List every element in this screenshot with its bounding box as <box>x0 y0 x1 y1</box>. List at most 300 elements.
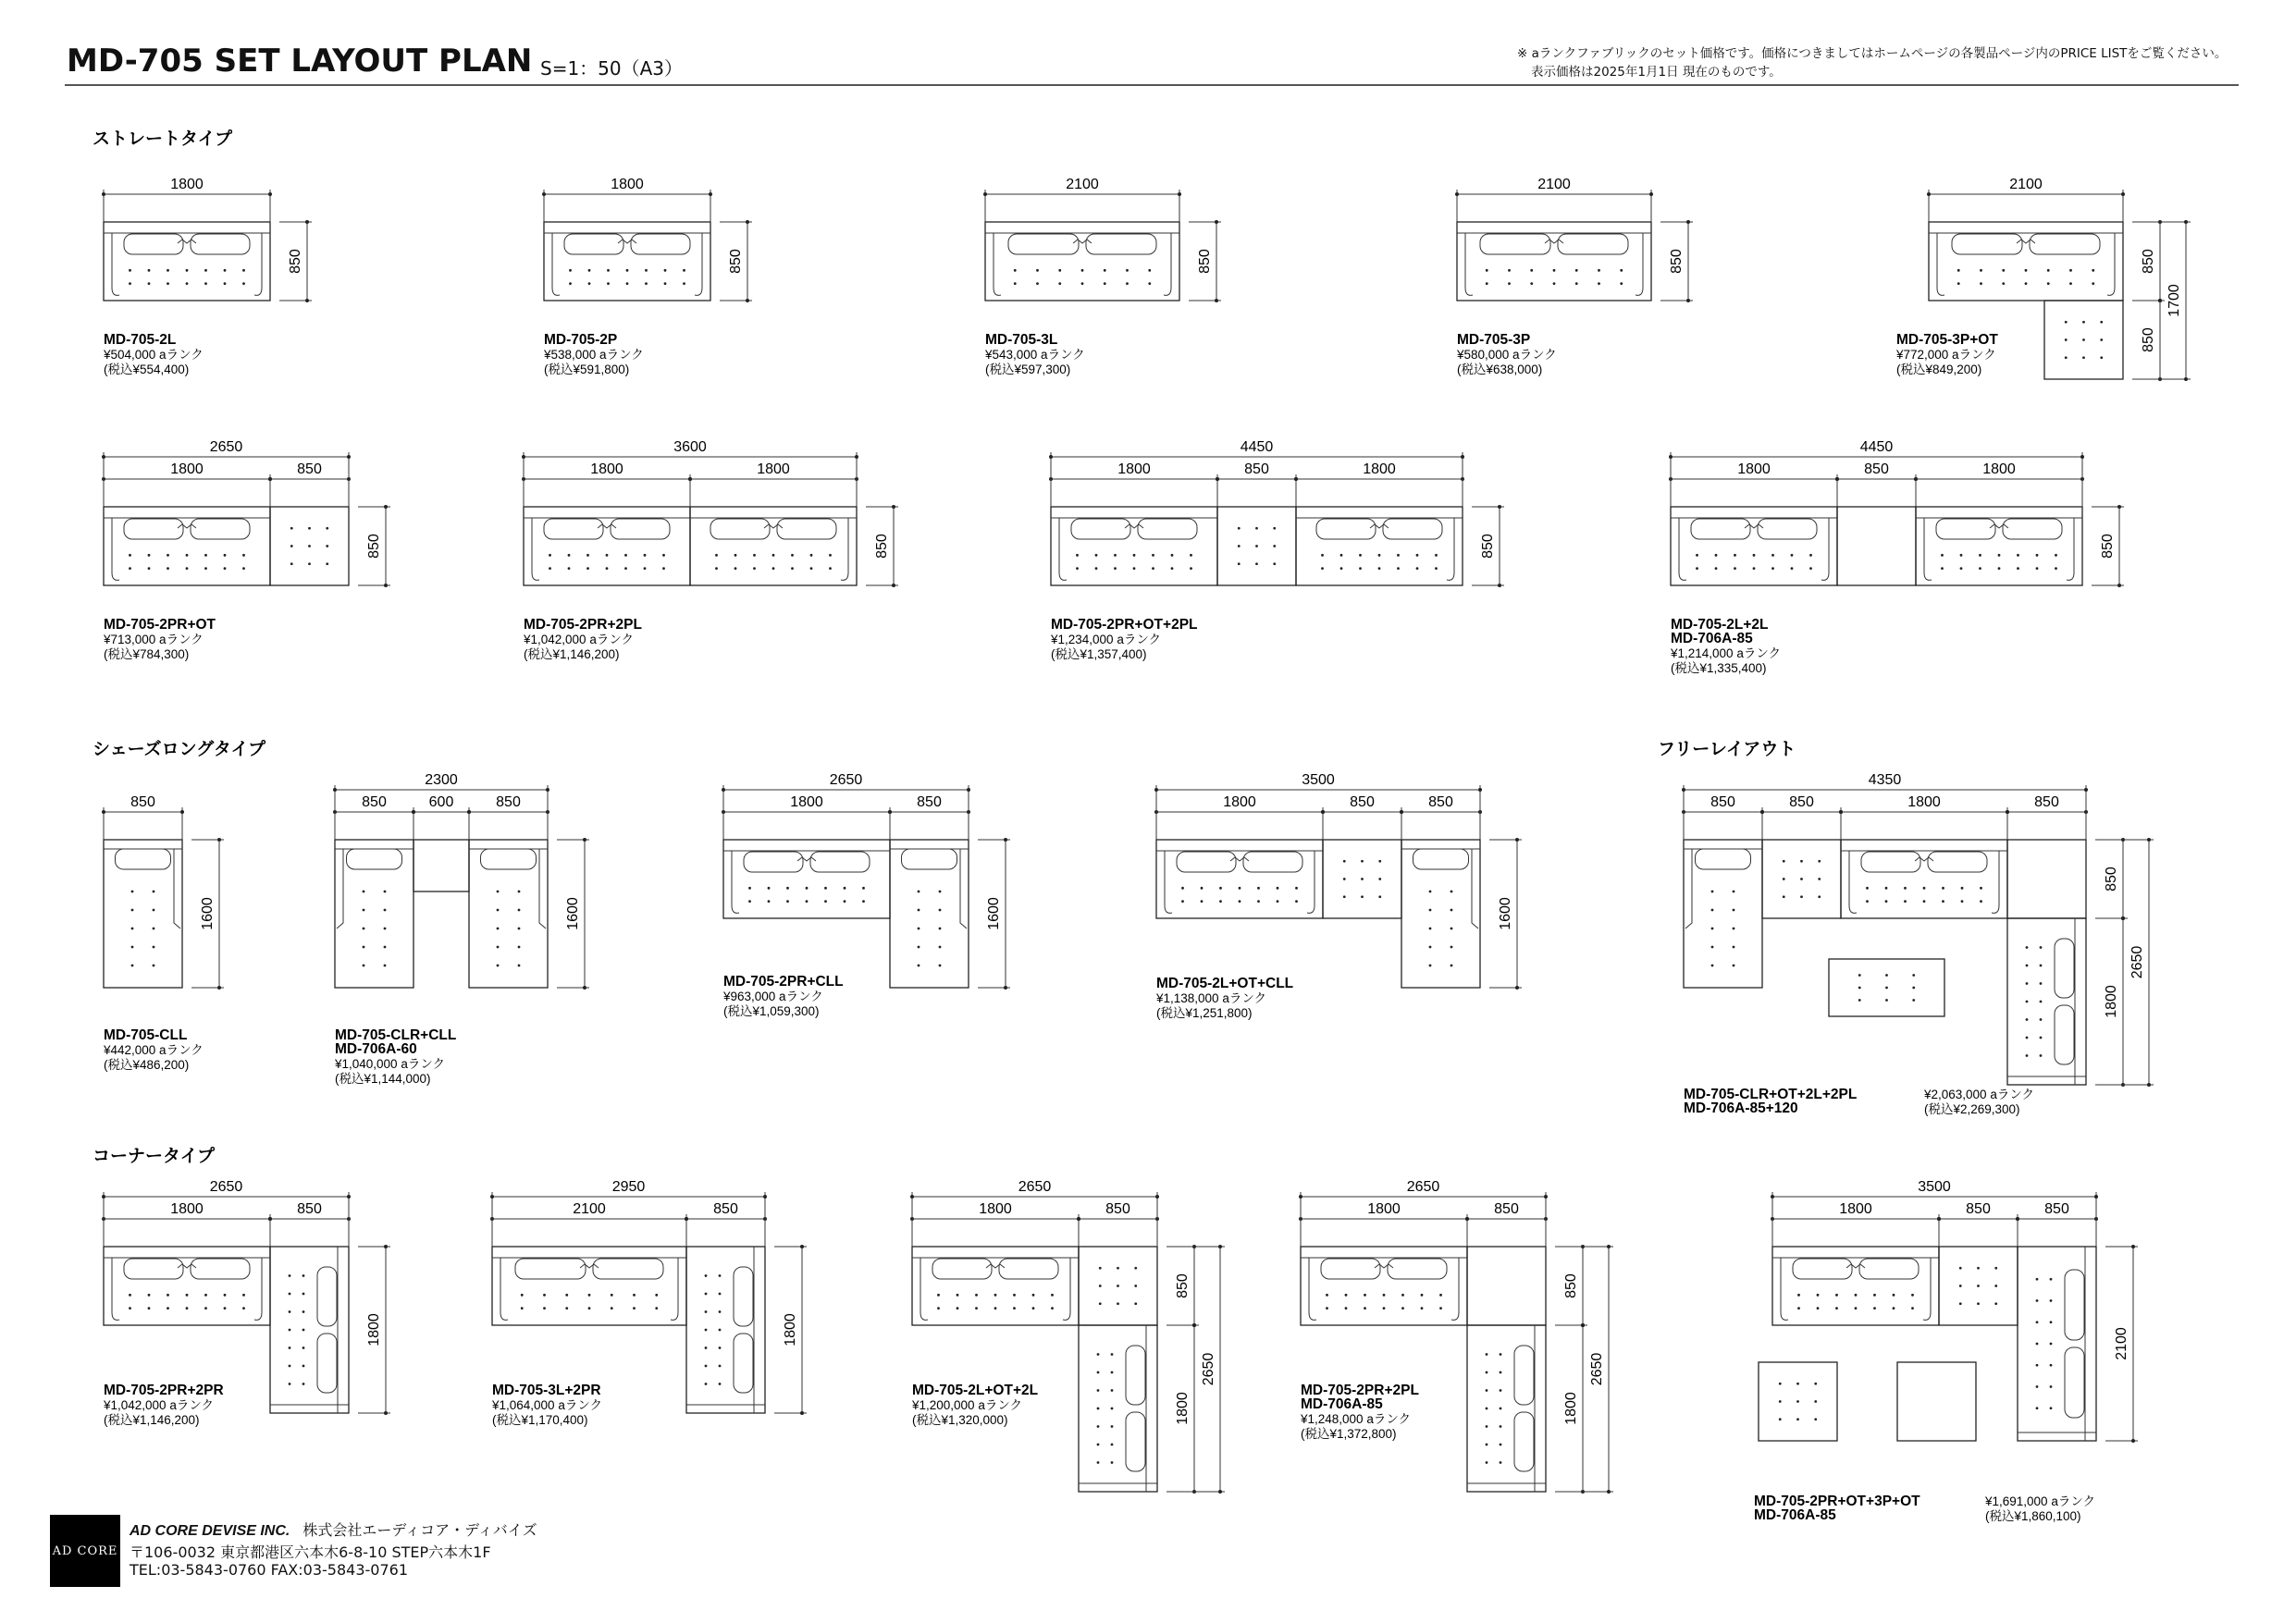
back-cushion <box>1691 519 1750 539</box>
dim-right-0-tick <box>384 505 388 509</box>
tufting-dot <box>1800 878 1803 880</box>
dim-total-0-tick <box>102 1195 105 1199</box>
tufting-dot <box>131 891 134 893</box>
tufting-dot <box>1923 887 1926 890</box>
sofa-module <box>524 507 690 585</box>
tufting-dot <box>957 1307 959 1309</box>
tufting-dot <box>2065 338 2068 341</box>
company-name: AD CORE DEVISE INC. 株式会社エーディコア・ディバイズ <box>130 1521 537 1539</box>
tufting-dot <box>186 282 189 285</box>
sofa-arm-left <box>1465 233 1473 295</box>
sofa-arm-left <box>552 233 560 295</box>
tufting-dot <box>588 269 591 272</box>
tufting-dot <box>290 545 293 547</box>
tufting-dot <box>1032 1294 1035 1297</box>
tufting-dot <box>753 554 756 557</box>
tufting-dot <box>1486 1371 1488 1374</box>
tufting-dot <box>806 887 809 890</box>
tufting-dot <box>1817 1294 1820 1297</box>
tufting-dot <box>326 562 328 565</box>
dim-top-1-tick <box>685 1217 688 1221</box>
dim-right-0-tick <box>1215 220 1218 224</box>
tufting-dot <box>705 1346 708 1349</box>
back-cushion <box>744 852 803 872</box>
tufting-dot <box>1873 1294 1876 1297</box>
tufting-dot <box>1957 282 1960 285</box>
tufting-dot <box>129 1307 131 1309</box>
tufting-dot <box>734 567 737 570</box>
dim-right-0-tick <box>2117 584 2121 587</box>
tufting-dot <box>1835 1307 1838 1309</box>
tufting-dot <box>2047 282 2050 285</box>
sofa-module <box>985 222 1179 301</box>
dim-top-0-tick <box>1649 192 1653 196</box>
back-cushion <box>1321 1259 1380 1279</box>
tufting-dot <box>1111 1353 1114 1356</box>
price: ¥1,214,000 aランク <box>1671 646 1782 660</box>
tufting-dot <box>1800 860 1803 863</box>
tufting-dot <box>1711 909 1714 912</box>
tufting-dot <box>655 1307 658 1309</box>
tufting-dot <box>1994 1267 1997 1270</box>
tufting-dot <box>1486 282 1488 285</box>
sofa-arm-right <box>1923 1258 1931 1320</box>
dim-right-0-tick <box>305 299 309 302</box>
tufting-dot <box>2036 567 2039 570</box>
dim-right-0-tick <box>1515 838 1519 842</box>
tufting-dot <box>1809 567 1812 570</box>
back-cushion <box>1952 234 2022 254</box>
tufting-dot <box>1295 887 1298 890</box>
sofa-arm-right <box>841 518 848 580</box>
tufting-dot <box>1429 965 1432 967</box>
dim-top-0-label: 1800 <box>1223 794 1256 810</box>
tufting-dot <box>645 269 648 272</box>
tufting-dot <box>302 1274 305 1277</box>
tufting-dot <box>1076 554 1079 557</box>
tufting-dot <box>1796 1418 1799 1420</box>
tufting-dot <box>1273 545 1276 547</box>
tufting-dot <box>1486 1461 1488 1464</box>
dim-top-2-label: 850 <box>1428 794 1453 810</box>
sofa-module <box>1929 222 2123 301</box>
dim-top-0-tick <box>1178 192 1181 196</box>
tufting-dot <box>167 554 169 557</box>
tufting-dot <box>705 1310 708 1313</box>
price: ¥1,042,000 aランク <box>104 1398 215 1412</box>
price: ¥772,000 aランク <box>1896 348 1996 362</box>
tufting-dot <box>384 965 387 967</box>
tufting-dot <box>2050 1278 2053 1281</box>
tufting-dot <box>994 1307 997 1309</box>
tufting-dot <box>1439 1294 1442 1297</box>
tufting-dot <box>289 1383 291 1385</box>
tufting-dot <box>1104 269 1106 272</box>
back-cushion <box>1177 852 1236 872</box>
tufting-dot <box>719 1365 722 1368</box>
tufting-dot <box>1378 895 1381 898</box>
dim-right-1-label: 1800 <box>2104 985 2119 1018</box>
sofa-module-vertical <box>2007 918 2086 1085</box>
model-code: MD-705-CLR+OT+2L+2PL <box>1684 1087 1858 1102</box>
tufting-dot <box>1148 282 1151 285</box>
dim-top-1-tick <box>268 1217 272 1221</box>
dim-total-0-tick <box>722 788 725 792</box>
price: ¥1,691,000 aランク <box>1985 1494 2096 1508</box>
tufting-dot <box>1575 282 1578 285</box>
tufting-dot <box>326 545 328 547</box>
tufting-dot <box>1771 554 1774 557</box>
cushion-tie <box>1745 524 1763 528</box>
tufting-dot <box>1961 887 1964 890</box>
tufting-dot <box>2017 554 2019 557</box>
back-cushion <box>1008 234 1079 254</box>
dim-right-0-label: 850 <box>1480 534 1496 559</box>
dim-depth-0-tick <box>2147 838 2151 842</box>
cushion-tie <box>1375 1264 1393 1268</box>
price-tax-included: (税込¥1,335,400) <box>1671 661 1767 675</box>
tufting-dot <box>1171 567 1174 570</box>
tufting-dot <box>1904 887 1907 890</box>
tufting-dot <box>1500 1353 1502 1356</box>
tufting-dot <box>1111 1444 1114 1446</box>
model-code: MD-705-2L+2L <box>1671 617 1769 633</box>
tufting-dot <box>1977 1302 1980 1305</box>
tufting-dot <box>521 1307 524 1309</box>
tufting-dot <box>1097 1389 1100 1392</box>
back-cushion <box>810 852 870 872</box>
layout-i16 <box>490 1179 807 1427</box>
tufting-dot <box>683 269 685 272</box>
tufting-dot <box>2092 269 2094 272</box>
tufting-dot <box>1104 282 1106 285</box>
tufting-dot <box>2100 356 2103 359</box>
dim-right-0-label: 850 <box>1669 249 1685 274</box>
tufting-dot <box>1783 860 1785 863</box>
tufting-dot <box>1111 1389 1114 1392</box>
cushion-tie <box>1545 240 1563 243</box>
sofa-arm-left <box>112 518 119 580</box>
tufting-dot <box>1791 567 1794 570</box>
tufting-dot <box>1435 554 1438 557</box>
dim-right-0-tick <box>2117 505 2121 509</box>
tufting-dot <box>957 1294 959 1297</box>
tufting-dot <box>1500 1461 1502 1464</box>
tufting-dot <box>715 554 718 557</box>
tufting-dot <box>1783 878 1785 880</box>
back-cushion <box>1859 1259 1919 1279</box>
sofa-module <box>1051 507 1217 585</box>
back-cushion <box>1243 852 1302 872</box>
dim-top-2-label: 850 <box>496 794 521 810</box>
tufting-dot <box>1239 900 1241 903</box>
cushion-tie <box>2017 240 2035 243</box>
dim-total-0-label: 4450 <box>1859 439 1894 455</box>
price: ¥1,042,000 aランク <box>524 633 635 646</box>
tufting-dot <box>204 554 207 557</box>
dim-top-0-tick <box>180 810 184 814</box>
tufting-dot <box>308 562 311 565</box>
layout-i12 <box>722 772 1010 1018</box>
dim-right-0-tick <box>384 1411 388 1415</box>
back-cushion <box>1514 1346 1534 1405</box>
tufting-dot <box>626 282 629 285</box>
dim-right-0-label: 850 <box>1197 249 1213 274</box>
tufting-dot <box>1429 891 1432 893</box>
cushion-tie <box>1125 524 1143 528</box>
back-cushion <box>124 1259 183 1279</box>
dim-top-0-tick <box>1455 192 1459 196</box>
dim-right-0-tick <box>583 986 586 990</box>
tufting-dot <box>1239 887 1241 890</box>
dim-right-0-label: 850 <box>2141 249 2156 274</box>
chaise-arm <box>337 849 343 928</box>
tufting-dot <box>1058 282 1061 285</box>
tufting-dot <box>753 567 756 570</box>
tufting-dot <box>131 965 134 967</box>
tufting-dot <box>549 567 551 570</box>
cushion-tie <box>986 1264 1005 1268</box>
tufting-dot <box>518 891 521 893</box>
tufting-dot <box>568 554 571 557</box>
tufting-dot <box>2036 1278 2039 1281</box>
dim-right-0-label: 850 <box>2104 867 2119 891</box>
dim-depth-0-label: 2650 <box>1589 1352 1605 1386</box>
sofa-module-vertical <box>686 1247 765 1413</box>
tufting-dot <box>1435 567 1438 570</box>
tufting-dot <box>1097 1371 1100 1374</box>
tufting-dot <box>1855 1307 1858 1309</box>
tufting-dot <box>719 1274 722 1277</box>
dim-right-0-tick <box>2131 1245 2135 1248</box>
dim-right-0-label: 850 <box>874 534 890 559</box>
dim-top-2-tick <box>1839 810 1843 814</box>
dim-total-0-label: 2950 <box>611 1179 646 1195</box>
tufting-dot <box>1321 567 1324 570</box>
back-cushion <box>317 1267 337 1326</box>
dim-total-0-tick <box>1461 455 1464 459</box>
tufting-dot <box>939 928 942 930</box>
price-tax-included: (税込¥1,251,800) <box>1156 1006 1253 1020</box>
tufting-dot <box>2036 554 2039 557</box>
tufting-dot <box>1450 909 1453 912</box>
tufting-dot <box>2092 282 2094 285</box>
sofa-module <box>723 840 890 918</box>
dim-top-1-tick <box>888 810 892 814</box>
tufting-dot <box>1486 269 1488 272</box>
tufting-dot <box>2069 282 2072 285</box>
tufting-dot <box>167 269 169 272</box>
tufting-dot <box>2040 1001 2043 1003</box>
tufting-dot <box>1295 900 1298 903</box>
tufting-dot <box>1733 946 1735 949</box>
tufting-dot <box>2050 1299 2053 1302</box>
layout-i17 <box>910 1179 1225 1494</box>
tufting-dot <box>153 965 155 967</box>
dim-top-0-label: 850 <box>1710 794 1735 810</box>
dim-top-1-tick <box>1835 477 1839 481</box>
model-code: MD-705-2PR+CLL <box>723 974 844 990</box>
tufting-dot <box>1378 860 1381 863</box>
tufting-dot <box>1979 554 1981 557</box>
price: ¥1,200,000 aランク <box>912 1398 1023 1412</box>
company-tel: TEL:03-5843-0760 FAX:03-5843-0761 <box>130 1561 408 1579</box>
tufting-dot <box>937 1294 940 1297</box>
sofa-arm-right <box>671 1258 678 1320</box>
tufting-dot <box>1911 1307 1914 1309</box>
tufting-dot <box>1980 282 1982 285</box>
tufting-dot <box>1133 554 1136 557</box>
tufting-dot <box>1711 928 1714 930</box>
dim-top-1-label: 850 <box>297 461 322 477</box>
dim-top-1-label: 850 <box>1244 461 1269 477</box>
dim-top-0-label: 1800 <box>790 794 823 810</box>
tufting-dot <box>1099 1302 1102 1305</box>
tufting-dot <box>1383 1307 1386 1309</box>
sofa-arm-right <box>1307 851 1315 913</box>
dim-total-0-tick <box>347 455 351 459</box>
tufting-dot <box>844 887 846 890</box>
tufting-dot <box>748 900 751 903</box>
dim-top-0-label: 1800 <box>170 1201 204 1217</box>
back-cushion <box>1793 1259 1852 1279</box>
back-cushion <box>515 1259 586 1279</box>
tufting-dot <box>1771 567 1774 570</box>
dim-depth-0-tick <box>2147 1083 2151 1087</box>
back-cushion <box>932 1259 992 1279</box>
dim-total-0-tick <box>910 1195 914 1199</box>
tufting-dot <box>224 282 227 285</box>
tufting-dot <box>1378 554 1381 557</box>
dim-total-0-tick <box>1154 788 1158 792</box>
tufting-dot <box>1753 554 1756 557</box>
tufting-dot <box>1450 928 1453 930</box>
dim-top-0-label: 2100 <box>2009 177 2043 192</box>
tufting-dot <box>1904 900 1907 903</box>
dim-right-0-tick <box>2131 1439 2135 1443</box>
sofa-module-vertical <box>1467 1325 1546 1492</box>
tufting-dot <box>918 928 920 930</box>
dim-top-1-tick <box>688 477 692 481</box>
tufting-dot <box>167 567 169 570</box>
footer <box>50 1515 697 1617</box>
tufting-dot <box>242 282 245 285</box>
chaise-arm <box>960 849 967 928</box>
cushion-tie <box>1846 1264 1865 1268</box>
tufting-dot <box>148 269 151 272</box>
section-title-straight: ストレートタイプ <box>93 129 233 149</box>
tufting-dot <box>586 554 589 557</box>
sofa-module-vertical <box>2018 1247 2096 1441</box>
back-cushion <box>1928 852 1987 872</box>
dim-top-1-tick <box>1216 477 1219 481</box>
tufting-dot <box>862 900 865 903</box>
tufting-dot <box>975 1307 978 1309</box>
tufting-dot <box>2026 946 2029 949</box>
tufting-dot <box>2040 946 2043 949</box>
tufting-dot <box>1190 567 1192 570</box>
tufting-dot <box>2069 269 2072 272</box>
dim-right-0-label: 850 <box>1563 1273 1579 1298</box>
dim-right-0-tick <box>892 584 895 587</box>
tufting-dot <box>2050 1385 2053 1388</box>
tufting-dot <box>1181 887 1184 890</box>
tufting-dot <box>588 1307 591 1309</box>
tufting-dot <box>1797 1294 1800 1297</box>
price: ¥442,000 aランク <box>104 1043 204 1057</box>
dim-right-0-tick <box>800 1411 804 1415</box>
tufting-dot <box>1923 900 1926 903</box>
tufting-dot <box>1711 891 1714 893</box>
tufting-dot <box>1429 946 1432 949</box>
dim-total-0-tick <box>1155 1195 1159 1199</box>
tufting-dot <box>1117 1285 1119 1287</box>
tufting-dot <box>2026 1037 2029 1039</box>
tufting-dot <box>1238 527 1241 530</box>
tufting-dot <box>1553 269 1556 272</box>
price-tax-included: (税込¥597,300) <box>985 363 1071 376</box>
tufting-dot <box>719 1329 722 1332</box>
tufting-dot <box>719 1383 722 1385</box>
dim-right-0-tick <box>1498 584 1501 587</box>
sofa-arm-left <box>112 233 119 295</box>
dim-depth-0-tick <box>1218 1245 1222 1248</box>
tufting-dot <box>2025 269 2028 272</box>
price-tax-included: (税込¥1,146,200) <box>104 1413 200 1427</box>
layout-i11 <box>333 772 589 1086</box>
dim-total-0-label: 2650 <box>209 439 243 455</box>
dim-total-0-label: 3500 <box>1302 772 1335 788</box>
price-tax-included: (税込¥1,357,400) <box>1051 647 1147 661</box>
back-cushion <box>191 1259 250 1279</box>
tufting-dot <box>1081 282 1084 285</box>
tufting-dot <box>289 1346 291 1349</box>
back-cushion <box>631 234 690 254</box>
model-code: MD-705-3L <box>985 332 1058 348</box>
tufting-dot <box>633 1294 636 1297</box>
dim-depth-0-tick <box>2184 220 2188 224</box>
dim-top-1-label: 850 <box>1105 1201 1130 1217</box>
tufting-dot <box>705 1383 708 1385</box>
tufting-dot <box>1994 1302 1997 1305</box>
sofa-arm-right <box>1636 233 1643 295</box>
dim-total-0-tick <box>546 788 549 792</box>
tufting-dot <box>2050 1343 2053 1346</box>
back-cushion <box>593 1259 663 1279</box>
tufting-dot <box>1818 895 1821 898</box>
table-module <box>1897 1362 1976 1441</box>
dim-right-0-tick <box>384 1245 388 1248</box>
tufting-dot <box>1359 567 1362 570</box>
tufting-dot <box>1361 860 1364 863</box>
layout-i10 <box>102 794 224 1072</box>
sofa-arm-left <box>500 1258 508 1320</box>
dim-total-0-label: 3500 <box>1918 1179 1951 1195</box>
tufting-dot <box>1257 887 1260 890</box>
price-tax-included: (税込¥1,144,000) <box>335 1072 431 1086</box>
back-cushion <box>191 519 250 539</box>
tufting-dot <box>1343 860 1346 863</box>
tufting-dot <box>1734 567 1736 570</box>
model-code: MD-705-2L+OT+2L <box>912 1383 1039 1398</box>
tufting-dot <box>611 1294 613 1297</box>
sofa-arm-left <box>1679 518 1686 580</box>
tufting-dot <box>1959 1302 1962 1305</box>
sofa-arm-right <box>2067 518 2074 580</box>
back-cushion <box>2065 1347 2084 1418</box>
tufting-dot <box>1866 900 1869 903</box>
tufting-dot <box>768 887 771 890</box>
